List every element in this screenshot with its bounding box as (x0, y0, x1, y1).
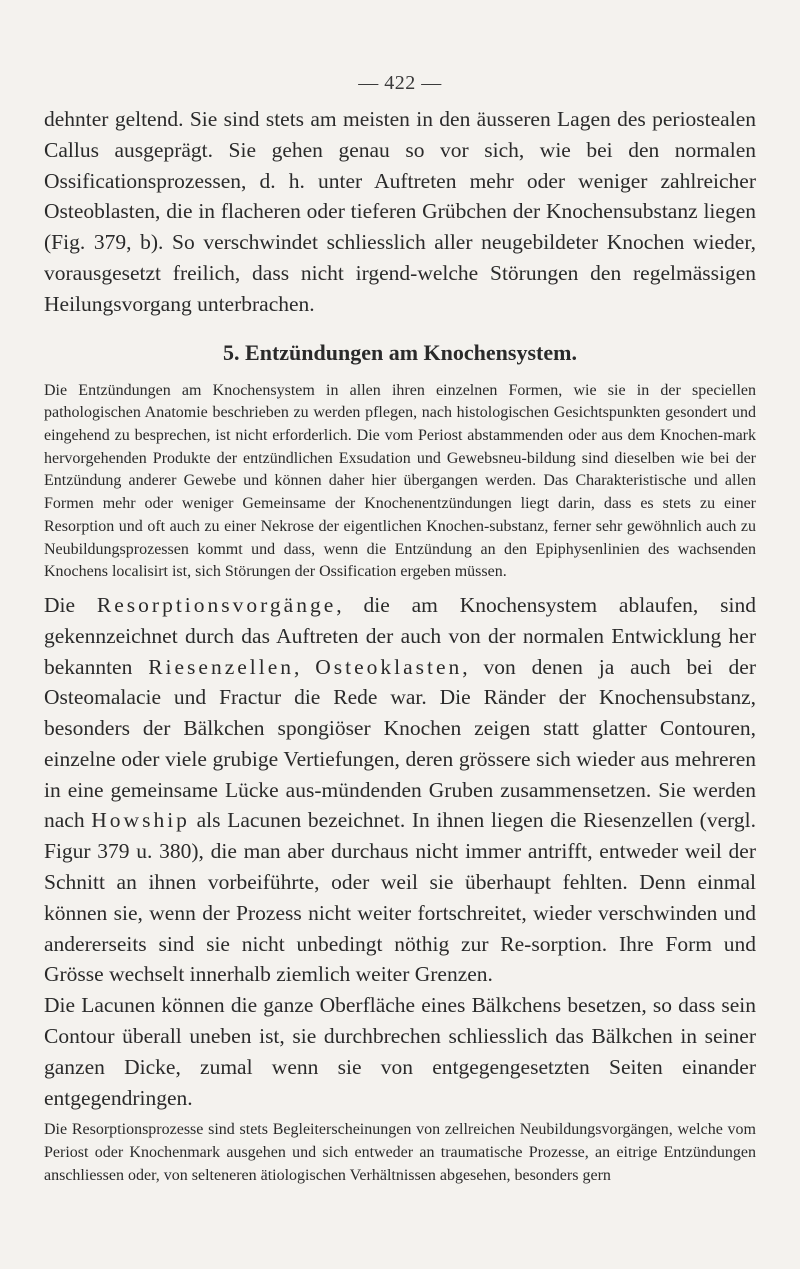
term-osteoklasten: Osteoklasten (315, 654, 463, 679)
paragraph-lacunen: Die Lacunen können die ganze Oberfläche eines Bälkchens besetzen, so dass sein Contour überall uneben ist, sie durchbrechen schliesslich das Bälkchen in seiner ganzen Dicke, zumal wenn sie von entgegengesetzten Seiten einander entgegendringen. (44, 993, 756, 1110)
small-paragraph-resorption-processes: Die Resorptionsprozesse sind stets Begleiterscheinungen von zellreichen Neubildungsvorgängen, welche vom Periost oder Knochenmark ausgehen und sich entweder an traumatische Prozesse, an eitrige Entzündungen anschliessen oder, von selteneren ätiologischen Verhältnissen abgesehen, besonders gern (44, 1121, 756, 1184)
term-riesenzellen: Riesenzellen (148, 654, 295, 679)
term-resorptionsvorgaenge: Resorptionsvorgänge (96, 592, 337, 617)
page-number: — 422 — (358, 72, 442, 94)
text-segment: , die am Knochensystem ablaufen, sind gekennzeichnet durch das Auftreten der auch von der normalen Entwicklung her bekannten (44, 592, 756, 679)
paragraph-resorption (44, 590, 756, 990)
text-segment: , von denen ja auch bei der Osteomalacie und Fractur die Rede war. Die Ränder der Knochensubstanz, besonders der Bälkchen spongiöser Knochen zeigen statt glatter Contouren, einzelne oder viele grubige Vertiefungen, deren grössere sich wieder aus mehreren in eine gemeinsame Lücke aus-mündenden Gruben zusammensetzen. Sie werden nach (44, 654, 757, 833)
paragraph-callus-continuation: dehnter geltend. Sie sind stets am meisten in den äusseren Lagen des periostealen Callus ausgeprägt. Sie gehen genau so vor sich, wie bei den normalen Ossificationsprozessen, d. h. unter Auftreten mehr oder weniger zahlreicher Osteoblasten, die in flacheren oder tieferen Grübchen der Knochensubstanz liegen (Fig. 379, b). So verschwindet schliesslich aller neugebildeter Knochen wieder, vorausgesetzt freilich, dass nicht irgend-welche Störungen den regelmässigen Heilungsvorgang unterbrachen. (44, 107, 756, 316)
page-content (44, 104, 756, 1188)
text-segment: als Lacunen bezeichnet. In ihnen liegen die Riesenzellen (vergl. Figur 379 u. 380), die man aber durchaus nicht immer antrifft, entweder weil der Schnitt an ihnen vorbeiführte, oder weil sie überhaupt fehlten. Denn einmal können sie, wenn der Prozess nicht weiter fortschreitet, wieder verschwinden und andererseits sind sie nicht unbedingt nöthig zur Re-sorption. Ihre Form und Grösse wechselt innerhalb ziemlich weiter Grenzen. (44, 808, 756, 987)
small-paragraph-inflammation-overview: Die Entzündungen am Knochensystem in allen ihren einzelnen Formen, wie sie in der speciellen pathologischen Anatomie beschrieben zu werden pflegen, nach histologischen Gesichtspunkten gesondert und eingehend zu besprechen, ist nicht erforderlich. Die vom Periost abstammenden oder aus dem Knochen-mark hervorgehenden Produkte der entzündlichen Exsudation und Gewebsneu-bildung sind dieselben wie bei der Entzündung anderer Gewebe und können daher hier übergangen werden. Das Charakteristische und allen Formen mehr oder weniger Gemeinsame der Knochenentzündungen liegt darin, dass es stets zu einer Resorption und oft auch zu einer Nekrose der eigentlichen Knochen-substanz, ferner sehr gewöhnlich auch zu Neubildungsprozessen kommt und dass, wenn die Entzündung an den Epiphysenlinien des wachsenden Knochens localisirt ist, sich Störungen der Ossification ergeben müssen. (44, 381, 756, 581)
text-segment: , (294, 654, 316, 679)
term-howship: Howship (91, 808, 190, 833)
text-segment: Die (44, 592, 97, 617)
section-heading: 5. Entzündungen am Knochensystem. (223, 339, 577, 365)
